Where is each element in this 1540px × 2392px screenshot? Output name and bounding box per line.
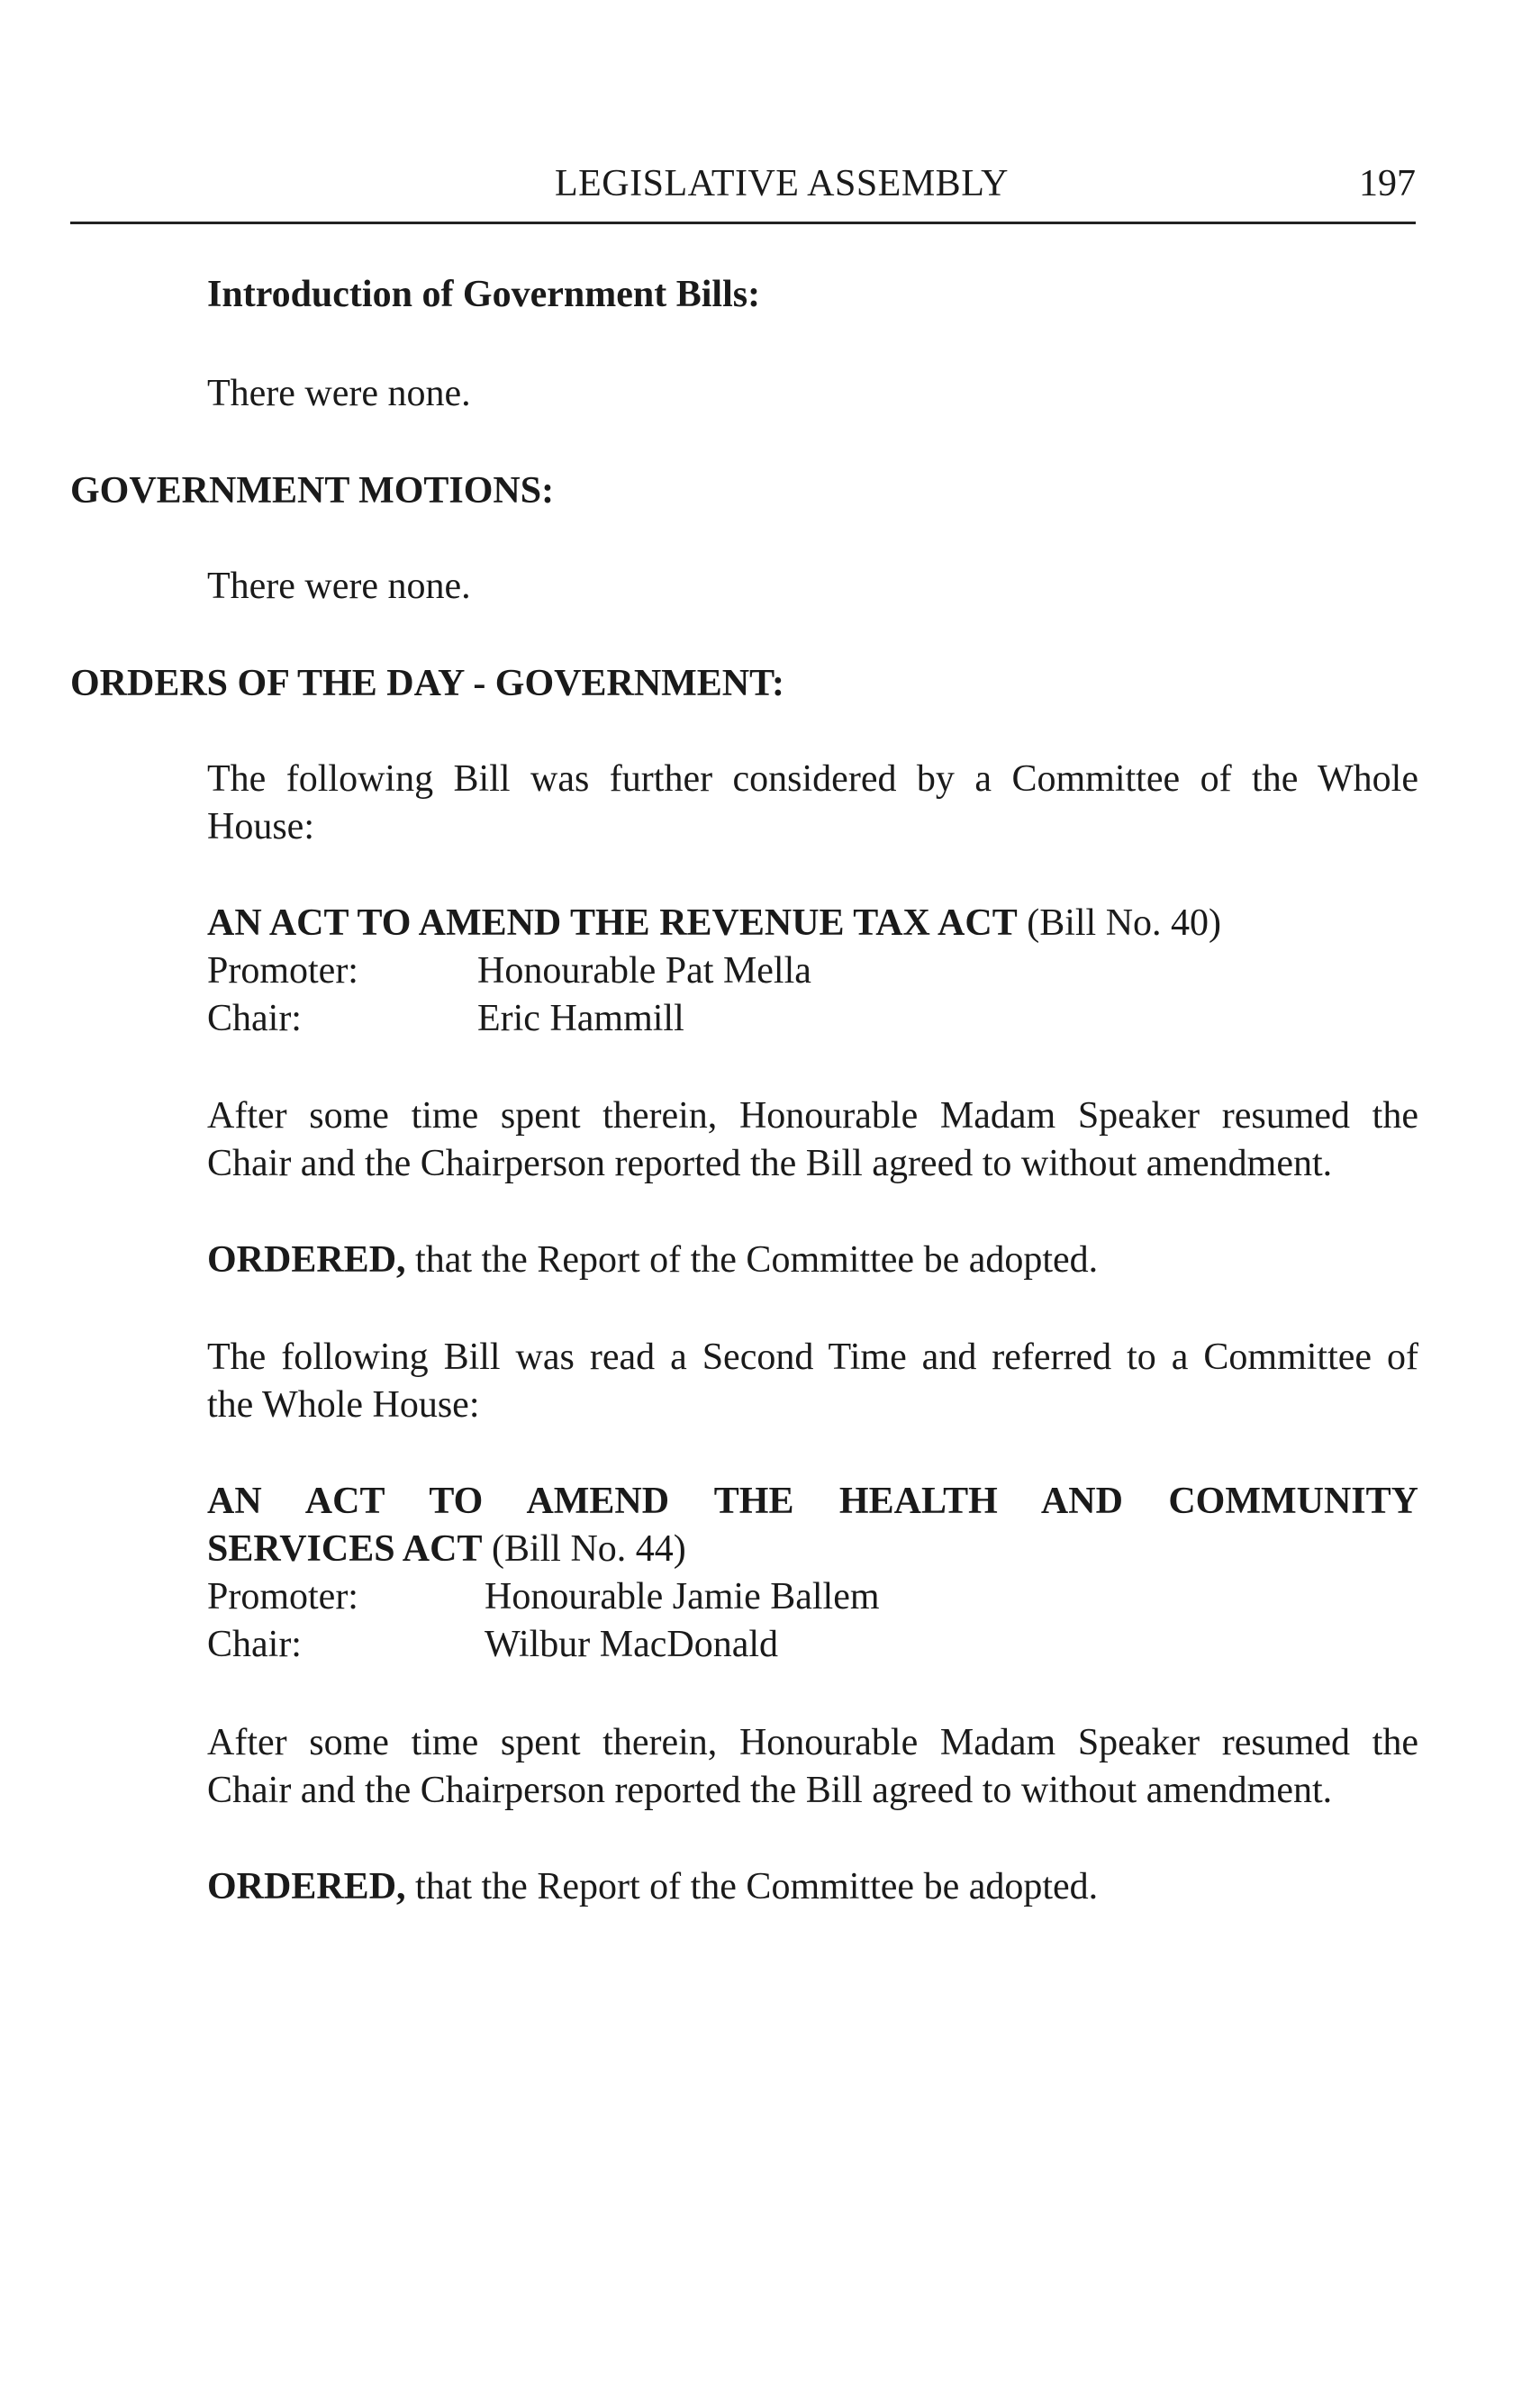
bill1-promoter-value: Honourable Pat Mella [477, 950, 811, 992]
page-number: 197 [1359, 163, 1416, 204]
bill1-promoter-row [207, 947, 811, 995]
bill1-intro-line2: House: [207, 806, 314, 847]
bill1-title-line [207, 899, 1221, 947]
bill2-promoter-row [207, 1572, 880, 1621]
page-header [70, 162, 1416, 224]
bill1-chair-value: Eric Hammill [477, 998, 684, 1039]
bill1-ordered [207, 1236, 1098, 1284]
bill2-ordered-label: ORDERED, [207, 1866, 406, 1907]
bill1-report-line1: After some time spent therein, Honourable Madam Speaker resumed the [207, 1095, 1418, 1137]
bill2-title-line2 [207, 1525, 686, 1573]
bill2-chair-label: Chair: [207, 1624, 302, 1665]
bill2-promoter-label: Promoter: [207, 1576, 358, 1617]
bill2-ordered [207, 1862, 1098, 1911]
bill1-title: AN ACT TO AMEND THE REVENUE TAX ACT [207, 902, 1018, 944]
bill2-promoter-value: Honourable Jamie Ballem [485, 1576, 880, 1617]
government-motions-text: There were none. [207, 566, 471, 607]
bill2-title: SERVICES ACT [207, 1528, 483, 1570]
orders-of-the-day-heading: ORDERS OF THE DAY - GOVERNMENT: [70, 663, 785, 704]
government-motions-heading: GOVERNMENT MOTIONS: [70, 470, 555, 512]
bill2-intro-line2: the Whole House: [207, 1384, 480, 1426]
bill1-number: (Bill No. 40) [1017, 902, 1222, 944]
bill2-report-line2: Chair and the Chairperson reported the Bill agreed to without amendment. [207, 1770, 1333, 1811]
bill1-ordered-text: that the Report of the Committee be adopted. [405, 1239, 1099, 1281]
bill2-number: (Bill No. 44) [482, 1528, 686, 1570]
intro-bills-text: There were none. [207, 373, 471, 414]
bill2-intro-line1: The following Bill was read a Second Time and referred to a Committee of [207, 1336, 1418, 1378]
bill1-report-line2: Chair and the Chairperson reported the Bill agreed to without amendment. [207, 1143, 1333, 1184]
bill2-chair-value: Wilbur MacDonald [485, 1624, 779, 1665]
header-title: LEGISLATIVE ASSEMBLY [555, 163, 1009, 204]
intro-bills-heading: Introduction of Government Bills: [207, 274, 761, 315]
bill2-title-line1: AN ACT TO AMEND THE HEALTH AND COMMUNITY [207, 1481, 1418, 1522]
bill1-chair-label: Chair: [207, 998, 302, 1039]
bill2-ordered-text: that the Report of the Committee be adopted. [405, 1866, 1099, 1907]
bill1-ordered-label: ORDERED, [207, 1239, 406, 1281]
bill2-chair-row [207, 1620, 778, 1669]
bill1-chair-row [207, 994, 684, 1043]
bill1-promoter-label: Promoter: [207, 950, 358, 992]
bill2-report-line1: After some time spent therein, Honourable Madam Speaker resumed the [207, 1722, 1418, 1763]
bill1-intro-line1: The following Bill was further considered by a Committee of the Whole [207, 758, 1418, 800]
